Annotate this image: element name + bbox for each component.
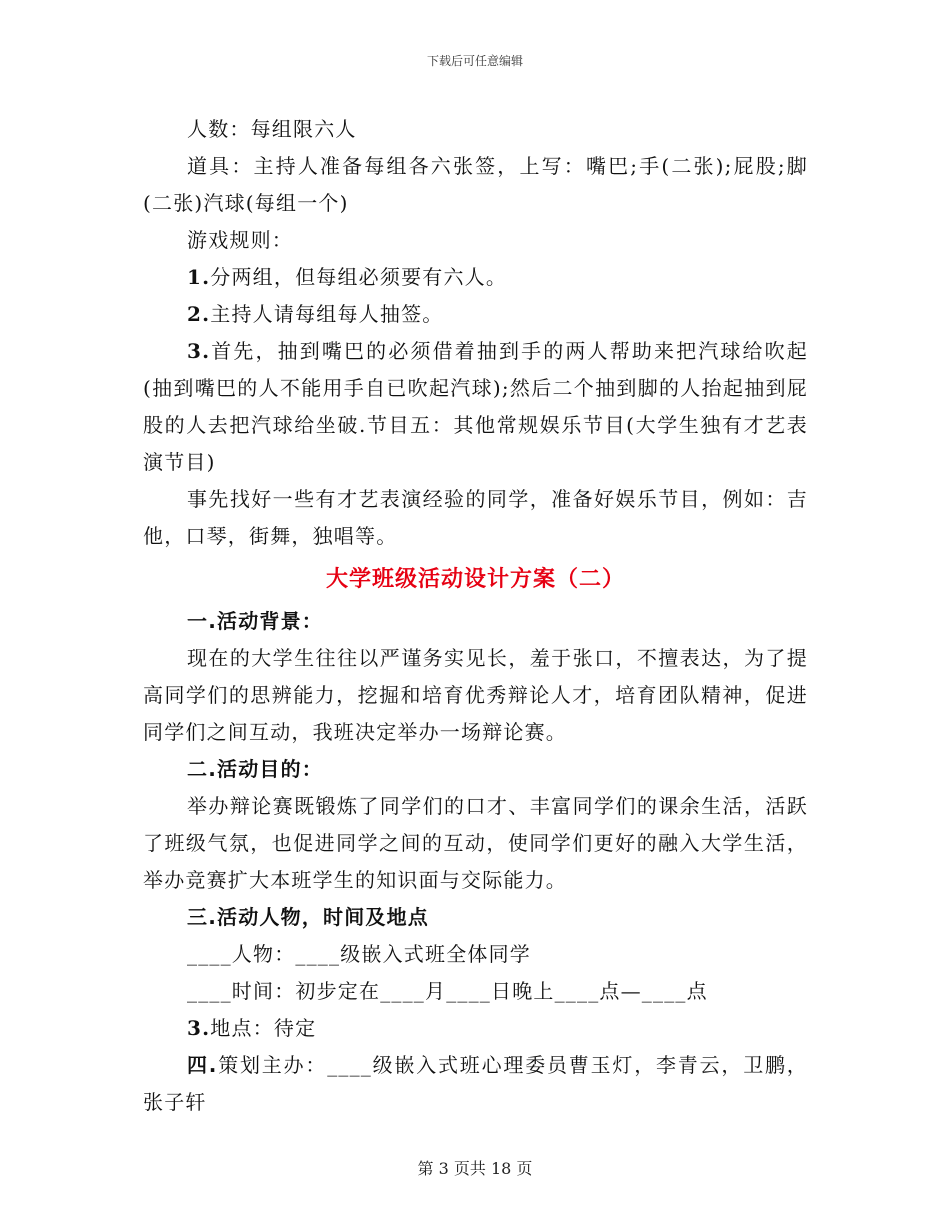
rule-number: 2.: [187, 302, 211, 326]
paragraph-participants: 人数：每组限六人: [187, 117, 357, 141]
line-time: ____时间：初步定在____月____日晚上____点—____点: [187, 979, 708, 1003]
rule-item-2: [143, 296, 808, 333]
page-footer: 第 3 页共 18 页: [417, 1159, 533, 1178]
place-text: 地点：待定: [210, 1016, 317, 1040]
line-organizers: [143, 1047, 808, 1121]
line-people: ____人物：____级嵌入式班全体同学: [187, 942, 531, 966]
paragraph-talent-show: 事先找好一些有才艺表演经验的同学，准备好娱乐节目，例如：吉他，口琴，街舞，独唱等。: [143, 487, 808, 548]
heading-background: 一.活动背景：: [187, 609, 323, 633]
paragraph-rules-heading: 游戏规则：: [187, 228, 293, 252]
page-header: 下载后可任意编辑: [426, 54, 523, 68]
paragraph-purpose: 举办辩论赛既锻炼了同学们的口才、丰富同学们的课余生活，活跃了班级气氛，也促进同学之间的互动，使同学们更好的融入大学生活，举办竞赛扩大本班学生的知识面与交际能力。: [143, 794, 808, 892]
rule-number: 1.: [187, 265, 211, 289]
line-place: [143, 1010, 808, 1047]
heading-organizers: 四.: [187, 1053, 218, 1077]
rule-text: 分两组，但每组必须要有六人。: [210, 265, 508, 289]
rule-item-1: [143, 259, 808, 296]
rule-item-3: [143, 333, 808, 481]
paragraph-props: 道具：主持人准备每组各六张签，上写：嘴巴;手(二张);屁股;脚(二张)汽球(每组一个): [143, 154, 808, 215]
rule-text: 首先，抽到嘴巴的必须借着抽到手的两人帮助来把汽球给吹起(抽到嘴巴的人不能用手自已吹起汽球);然后二个抽到脚的人抬起抽到屁股的人去把汽球给坐破.节目五：其他常规娱乐节目(大学生独有才艺表演节目): [143, 339, 808, 474]
organizers-text: 策划主办：____级嵌入式班心理委员曹玉灯，李青云，卫鹏，张子轩: [143, 1053, 808, 1114]
heading-people-time-place: 三.活动人物，时间及地点: [187, 905, 429, 929]
paragraph-background: 现在的大学生往往以严谨务实见长，羞于张口，不擅表达，为了提高同学们的思辨能力，挖掘和培育优秀辩论人才，培育团队精神，促进同学们之间互动，我班决定举办一场辩论赛。: [143, 646, 808, 744]
heading-purpose: 二.活动目的：: [187, 757, 323, 781]
document-body: [143, 111, 808, 1121]
rule-text: 主持人请每组每人抽签。: [210, 302, 444, 326]
item-number: 3.: [187, 1016, 211, 1040]
rule-number: 3.: [187, 339, 211, 363]
section-title: 大学班级活动设计方案（二）: [325, 567, 625, 592]
